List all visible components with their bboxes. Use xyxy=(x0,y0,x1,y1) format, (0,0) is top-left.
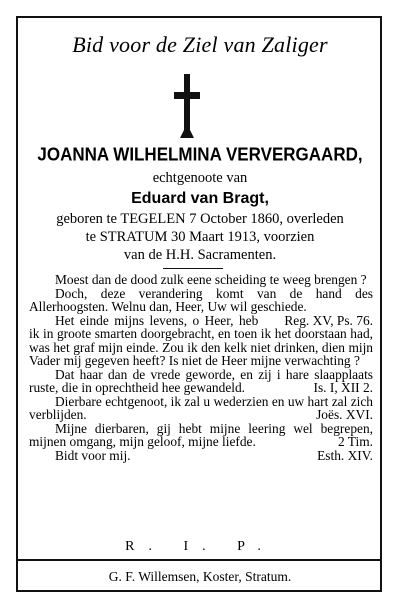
rip-text: R. I. P. xyxy=(125,539,275,554)
paragraph: Doch, deze verandering komt van de hand des Allerhoogsten. Welnu dan, Heer, Uw wil geschiede. Reg. XV, Ps. 76. xyxy=(29,285,373,328)
footer-divider xyxy=(16,559,382,561)
death-line: te STRATUM 30 Maart 1913, voorzien xyxy=(85,229,315,245)
paragraph: Moest dan de dood zulk eene scheiding te weeg brengen ? xyxy=(55,272,367,287)
sacrament-line: van de H.H. Sacramenten. xyxy=(123,247,277,263)
header-title: Bid voor de Ziel van Zaliger xyxy=(72,32,328,57)
printer-credit: G. F. Willemsen, Koster, Stratum. xyxy=(108,569,292,584)
paragraph: Bidt voor mij. Esth. XIV. xyxy=(55,447,373,463)
birth-line: geboren te TEGELEN 7 October 1860, overleden xyxy=(56,211,344,227)
deceased-name: JOANNA WILHELMINA VERVERGAARD, xyxy=(37,144,363,165)
paragraph: Het einde mijns levens, o Heer, heb ik in groote smarten doorgebracht, en toen ik het doorstaan had, was het graf mijn einde. Zou ik den kelk niet drinken, dien mijn Vader mij gegeven heeft? Is niet de Heer mijne verwachting ? xyxy=(29,312,373,368)
cross-icon xyxy=(172,72,202,144)
paragraph: Dierbare echtgenoot, ik zal u wederzien en uw hart zal zich verblijden. Joës. XVI. xyxy=(29,393,373,422)
paragraph: Mijne dierbaren, gij hebt mijne leering wel begrepen, mijnen omgang, mijn geloof, mijne liefde. 2 Tim. xyxy=(29,420,373,449)
body-text xyxy=(29,273,373,462)
husband-name: Eduard van Bragt, xyxy=(131,190,269,207)
divider xyxy=(163,268,223,269)
paragraph: Dat haar dan de vrede geworde, en zij i hare slaapplaats ruste, die in oprechtheid hee gewandeld. Is. I, XII 2. xyxy=(29,366,373,395)
relation-text: echtgenoote van xyxy=(152,170,248,186)
